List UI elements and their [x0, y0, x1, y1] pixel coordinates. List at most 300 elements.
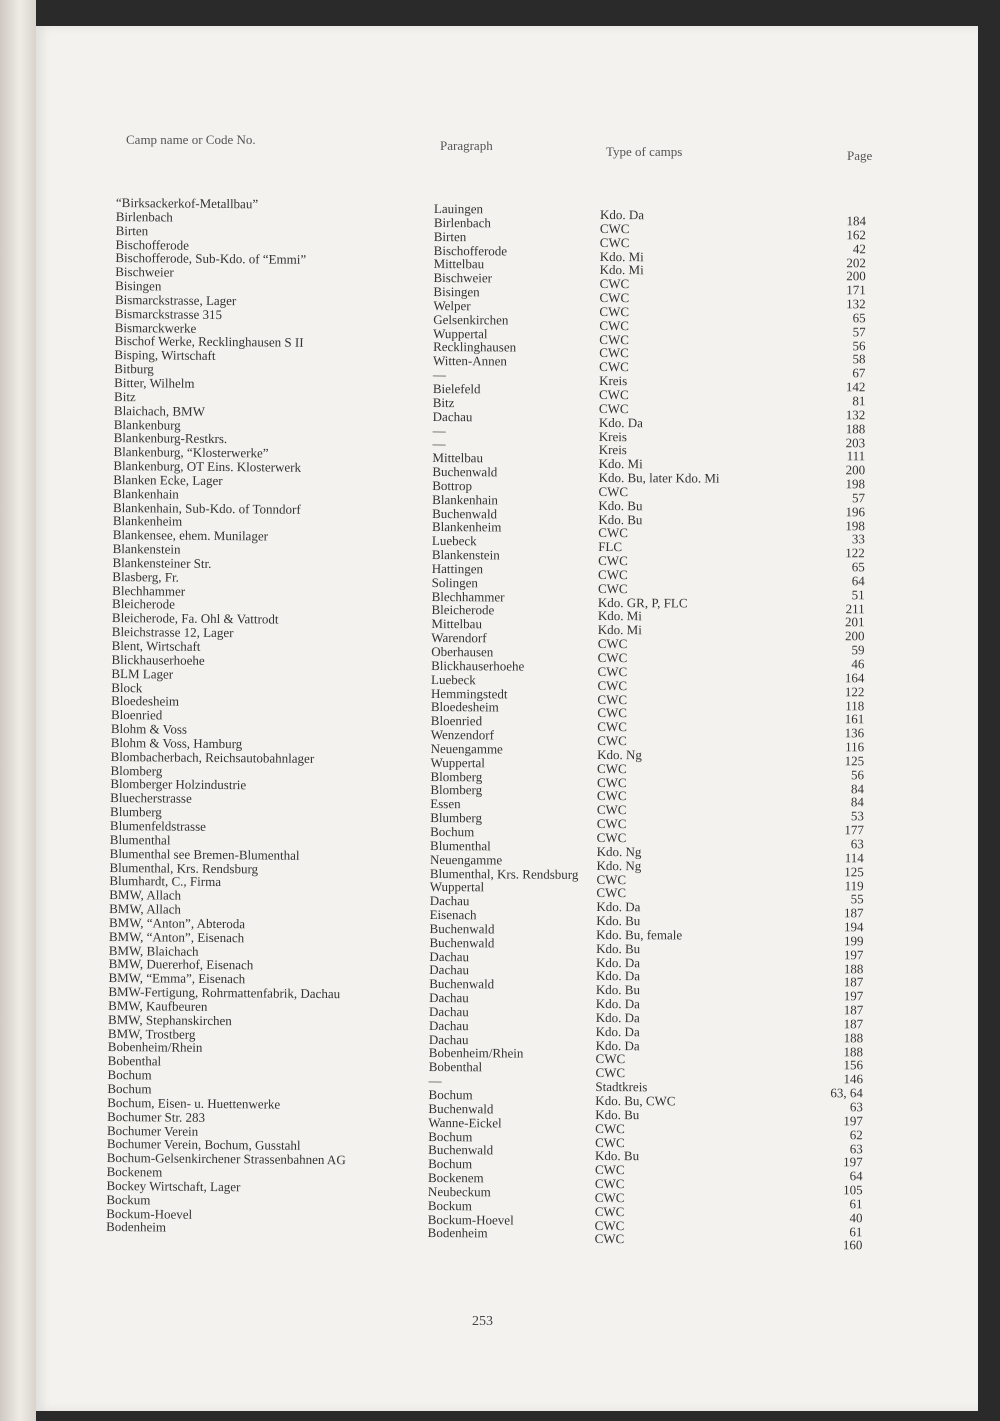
camp-name-entry: BLM Lager — [111, 665, 174, 682]
paragraph-entry: — — [432, 367, 446, 383]
camp-type-entry: Kdo. Da — [595, 1009, 640, 1026]
camp-type-entry: Kdo. Bu — [596, 940, 641, 956]
paragraph-entry: Blumberg — [430, 810, 483, 826]
camp-name-entry: Birten — [115, 222, 149, 238]
page-ref-entry: 56 — [851, 767, 865, 783]
camp-type-entry: CWC — [594, 1189, 625, 1206]
paragraph-entry: Dachau — [429, 1003, 469, 1020]
paragraph-entry: Dachau — [428, 1031, 469, 1047]
camp-name-entry: BMW, Blaichach — [108, 942, 199, 959]
camp-type-entry: CWC — [599, 359, 629, 375]
page-ref-entry: 203 — [845, 434, 866, 450]
page-ref-entry: 200 — [845, 462, 866, 478]
page-ref-entry: 62 — [849, 1126, 863, 1142]
page-ref-entry: 200 — [845, 628, 865, 644]
paragraph-entry: Bischweier — [433, 270, 493, 286]
camp-type-entry: CWC — [594, 1176, 625, 1192]
paragraph-entry: Eisenach — [429, 907, 477, 923]
page-ref-entry: 199 — [843, 933, 864, 949]
page-ref-entry: 136 — [844, 725, 865, 741]
paragraph-entry: Mittelbau — [432, 450, 484, 466]
paragraph-entry: Neuengamme — [429, 851, 503, 868]
page-ref-entry: 188 — [843, 1043, 864, 1059]
paragraph-entry: Recklinghausen — [433, 339, 517, 355]
page-ref-entry: 164 — [844, 670, 865, 686]
camp-name-entry: Bisping, Wirtschaft — [114, 347, 216, 364]
camp-name-entry: Bochum, Eisen- u. Huettenwerke — [107, 1094, 281, 1112]
page-ref-entry: 116 — [845, 739, 865, 755]
paragraph-entry: Blankenhain — [432, 491, 498, 508]
camp-name-entry: Bismarckstrasse 315 — [114, 305, 223, 322]
page-ref-entry: 177 — [844, 822, 864, 838]
page-ref-entry: 67 — [852, 365, 866, 381]
paragraph-entry: Buchenwald — [432, 505, 498, 521]
page-ref-entry: 197 — [843, 1113, 863, 1129]
page-ref-entry: 197 — [843, 988, 864, 1004]
camp-type-entry: CWC — [595, 1051, 626, 1067]
camp-name-entry: BMW, Kaufbeuren — [108, 997, 208, 1014]
camp-name-entry: Blumenfeldstrasse — [109, 817, 207, 834]
camp-name-entry: Bloedesheim — [111, 693, 180, 710]
camp-type-entry: CWC — [594, 1203, 625, 1219]
page-ref-entry: 156 — [843, 1057, 864, 1073]
paragraph-entry: Wenzendorf — [430, 727, 494, 743]
page-ref-entry: 142 — [845, 379, 866, 395]
camp-name-entry: BMW, “Emma”, Eisenach — [108, 970, 246, 987]
paragraph-entry: Lauingen — [433, 201, 484, 217]
page-ref-entry: 122 — [845, 545, 865, 561]
page-ref-entry: 65 — [852, 310, 866, 326]
page-ref-entry: 198 — [845, 476, 866, 492]
page-ref-entry: 161 — [844, 711, 865, 727]
camp-name-entry: Blickhauserhoehe — [111, 651, 205, 668]
camp-type-entry: CWC — [597, 691, 628, 707]
camp-name-entry: Blomberg — [110, 762, 163, 779]
page-number-column — [772, 214, 866, 1253]
camp-type-entry: CWC — [599, 345, 629, 361]
camp-name-entry: Blaichach, BMW — [113, 402, 205, 419]
page-ref-entry: 132 — [845, 407, 866, 423]
camp-type-entry: CWC — [599, 220, 630, 236]
camp-type-entry: CWC — [598, 566, 628, 583]
page-ref-entry: 61 — [849, 1196, 863, 1212]
camp-type-entry: CWC — [599, 234, 630, 250]
camp-type-entry: Kdo. Mi — [598, 456, 643, 472]
page-ref-entry: 63, 64 — [830, 1085, 863, 1101]
page-ref-entry: 63 — [850, 836, 864, 852]
paragraph-entry: Dachau — [432, 408, 473, 424]
camp-name-entry: Blohm & Voss — [110, 721, 188, 737]
camp-type-entry: CWC — [595, 1134, 625, 1150]
paragraph-entry: Welper — [433, 297, 471, 314]
page-ref-entry: 184 — [846, 213, 867, 229]
camp-name-entry: Bochum — [107, 1080, 152, 1097]
paragraph-entry: Neuengamme — [430, 740, 503, 757]
page-ref-entry: 81 — [852, 393, 866, 409]
page-ref-entry: 64 — [849, 1168, 863, 1184]
camp-type-entry: Kdo. Bu — [595, 982, 641, 998]
camp-name-entry: Blankenheim — [112, 513, 183, 530]
camp-type-entry: Kdo. Da — [595, 968, 641, 984]
camp-name-entry: Bitz — [114, 388, 136, 405]
paragraph-entry: Hemmingstedt — [430, 685, 508, 701]
paragraph-entry: Bockum-Hoevel — [427, 1211, 514, 1228]
camp-name-entry: Blent, Wirtschaft — [111, 637, 201, 654]
page-ref-entry: 63 — [849, 1140, 863, 1156]
document-page — [36, 26, 978, 1411]
camp-name-entry: Bitburg — [114, 361, 154, 377]
paragraph-entry: Bockenem — [427, 1170, 484, 1186]
paragraph-entry: Bochum — [430, 823, 475, 840]
page-ref-entry: 42 — [852, 240, 866, 257]
page-ref-entry: 63 — [849, 1099, 863, 1115]
camp-name-entry: Bismarckstrasse, Lager — [114, 291, 237, 309]
paragraph-entry: Buchenwald — [429, 934, 495, 951]
paragraph-entry: Dachau — [429, 893, 470, 909]
page-ref-entry: 202 — [846, 254, 866, 270]
page-ref-entry: 132 — [846, 296, 866, 312]
paragraph-entry: Bochum — [428, 1128, 473, 1144]
camp-type-entry: CWC — [596, 816, 627, 832]
camp-type-entry: Kdo. Da — [599, 207, 645, 223]
paragraph-entry: Buchenwald — [428, 1142, 494, 1158]
page-ref-entry: 119 — [844, 877, 864, 893]
camp-name-entry: Blankensteiner Str. — [112, 554, 212, 571]
book-binding — [0, 0, 36, 1421]
camp-type-entry: Kdo. Mi — [597, 622, 642, 638]
paragraph-entry: Essen — [430, 796, 461, 812]
camp-name-entry: Bischweier — [115, 264, 174, 280]
paragraph-entry: — — [432, 436, 446, 452]
paragraph-entry: Buchenwald — [429, 920, 495, 937]
camp-name-entry: Bloenried — [110, 707, 163, 723]
camp-name-entry: Blankensee, ehem. Munilager — [112, 527, 269, 544]
camp-type-entry: CWC — [598, 386, 629, 403]
camp-name-entry: Bischofferode — [115, 236, 190, 253]
camp-type-entry: Kreis — [599, 373, 628, 389]
camp-name-entry: Blombacherbach, Reichsautobahnlager — [110, 748, 315, 766]
camp-type-entry: CWC — [597, 649, 628, 666]
page-ref-entry: 188 — [843, 960, 864, 976]
paragraph-entry: Luebeck — [431, 533, 477, 549]
page-ref-entry: 188 — [843, 1030, 864, 1046]
camp-type-entry: CWC — [595, 1065, 626, 1081]
page-ref-entry: 84 — [850, 794, 864, 810]
camp-type-entry: CWC — [599, 290, 630, 306]
page-ref-entry: 187 — [844, 905, 864, 921]
header-camp-name: Camp name or Code No. — [126, 132, 256, 147]
camp-type-entry: Kdo. Mi — [597, 608, 642, 624]
camp-type-entry: Kdo. Bu, later Kdo. Mi — [598, 470, 720, 486]
camp-type-entry: CWC — [597, 580, 628, 596]
camp-type-entry: CWC — [597, 760, 627, 776]
camp-name-entry: Blomberger Holzindustrie — [110, 776, 247, 793]
page-ref-entry: 56 — [852, 337, 866, 353]
paragraph-entry: Wanne-Eickel — [428, 1114, 502, 1131]
camp-type-entry: Kdo. Da — [595, 1023, 640, 1040]
camp-type-entry: Kdo. Bu, CWC — [595, 1092, 676, 1109]
camp-type-entry: CWC — [599, 317, 630, 333]
camp-name-entry: Bisingen — [115, 278, 162, 294]
camp-type-entry: Kreis — [598, 428, 628, 444]
camp-name-entry: Bochum — [107, 1067, 152, 1083]
folio-page-number: 253 — [472, 1314, 493, 1329]
camp-name-entry: Blankenhain — [113, 485, 179, 502]
camp-type-entry: Kdo. Ng — [596, 857, 642, 873]
paragraph-entry: Birlenbach — [433, 214, 491, 231]
page-ref-entry: 51 — [851, 587, 865, 603]
camp-name-entry: Blanken Ecke, Lager — [113, 471, 223, 488]
camp-name-entry: BMW, “Anton”, Eisenach — [108, 928, 245, 945]
camp-type-entry: CWC — [596, 802, 627, 818]
paragraph-entry: Wuppertal — [430, 754, 485, 771]
camp-type-entry: CWC — [595, 1120, 625, 1136]
page-ref-entry: 64 — [851, 573, 865, 589]
page-ref-entry: 187 — [843, 1016, 864, 1032]
page-ref-entry: 160 — [842, 1237, 863, 1253]
paragraph-entry: Blechhammer — [431, 588, 505, 605]
camp-type-entry: CWC — [597, 719, 627, 735]
paragraph-column — [428, 202, 604, 1241]
camp-name-entry: Block — [111, 679, 143, 695]
paragraph-entry: Bochum — [428, 1086, 473, 1103]
camp-name-entry: Birlenbach — [115, 208, 173, 225]
camp-type-entry: Kdo. Bu, female — [596, 926, 683, 943]
paragraph-entry: — — [432, 422, 446, 438]
camp-type-entry: Kdo. Bu — [596, 913, 641, 929]
camp-type-entry: Kdo. Da — [596, 954, 641, 970]
paragraph-entry: Wuppertal — [433, 325, 488, 341]
page-ref-entry: 188 — [845, 420, 866, 436]
camp-name-entry: Bleicherode, Fa. Ohl & Vattrodt — [111, 610, 279, 627]
camp-name-entry: Bochum-Gelsenkirchener Strassenbahnen AG — [106, 1150, 346, 1168]
paragraph-entry: Neubeckum — [427, 1183, 491, 1200]
paragraph-entry: Luebeck — [431, 671, 476, 687]
camp-name-entry: “Birksackerkof-Metallbau” — [115, 195, 259, 212]
page-ref-entry: 125 — [844, 753, 865, 769]
paragraph-entry: Dachau — [429, 990, 469, 1006]
camp-name-entry: Blohm & Voss, Hamburg — [110, 734, 243, 752]
page-ref-entry: 201 — [845, 614, 865, 630]
camp-type-entry: CWC — [599, 331, 629, 347]
camp-name-entry: Blankenburg-Restkrs. — [113, 430, 228, 447]
paragraph-entry: Bottrop — [432, 477, 473, 494]
camp-name-column — [106, 196, 436, 1237]
page-ref-entry: 197 — [843, 1154, 863, 1170]
paragraph-entry: Bobenthal — [428, 1059, 483, 1075]
paragraph-entry: Blumenthal — [430, 837, 491, 854]
camp-type-entry: Kdo. Da — [595, 1037, 640, 1053]
paragraph-entry: Mittelbau — [431, 616, 483, 632]
camp-name-entry: Bischof Werke, Recklinghausen S II — [114, 333, 304, 351]
paragraph-entry: Bleicherode — [431, 602, 495, 618]
header-page: Page — [847, 148, 873, 163]
page-ref-entry: 40 — [849, 1210, 863, 1226]
camp-name-entry: Blankenstein — [112, 541, 181, 557]
camp-name-entry: Blankenhain, Sub-Kdo. of Tonndorf — [112, 499, 301, 517]
camp-name-entry: Blasberg, Fr. — [112, 568, 179, 585]
paragraph-entry: Birten — [433, 228, 467, 244]
page-ref-entry: 194 — [843, 919, 864, 935]
page-ref-entry: 197 — [843, 946, 864, 963]
camp-name-entry: Blankenburg — [113, 416, 181, 433]
camp-type-entry: CWC — [596, 885, 627, 901]
page-ref-entry: 59 — [851, 642, 865, 658]
camp-type-entry: Kdo. Da — [595, 996, 640, 1012]
paragraph-entry: Witten-Annen — [432, 353, 507, 369]
camp-name-entry: Bockey Wirtschaft, Lager — [106, 1177, 241, 1195]
camp-name-entry: Blankenburg, “Klosterwerke” — [113, 444, 269, 461]
page-ref-entry: 58 — [852, 351, 866, 367]
camp-type-entry: Kdo. Mi — [599, 262, 644, 278]
paragraph-entry: — — [428, 1073, 442, 1089]
camp-name-entry: BMW, Stephanskirchen — [108, 1011, 232, 1028]
camp-name-entry: Bodenheim — [106, 1219, 167, 1235]
camp-name-entry: BMW, Duererhof, Eisenach — [108, 956, 254, 973]
page-ref-entry: 198 — [845, 517, 865, 533]
header-type-of-camps: Type of camps — [606, 144, 683, 159]
page-ref-entry: 122 — [844, 683, 865, 699]
paragraph-entry: Buchenwald — [429, 976, 495, 992]
paragraph-entry: Dachau — [429, 948, 470, 964]
paragraph-entry: Solingen — [431, 574, 478, 591]
page-ref-entry: 171 — [846, 282, 866, 298]
camp-type-entry: Kdo. Bu — [598, 497, 643, 513]
paragraph-entry: Blankenstein — [431, 547, 500, 563]
camp-name-entry: Blumenthal — [109, 831, 171, 848]
camp-name-entry: BMW, Allach — [109, 887, 182, 903]
paragraph-entry: Mittelbau — [433, 256, 485, 272]
page-ref-entry: 111 — [846, 448, 866, 464]
paragraph-entry: Bobenheim/Rhein — [428, 1045, 524, 1062]
paragraph-entry: Bisingen — [433, 284, 480, 300]
paragraph-entry: Blickhauserhoehe — [431, 657, 525, 674]
camp-type-entry: CWC — [597, 733, 627, 749]
camp-type-entry: CWC — [597, 677, 628, 693]
camp-name-entry: Blumberg — [110, 804, 162, 820]
camp-name-entry: Bochumer Verein — [106, 1122, 199, 1139]
camp-name-entry: BMW, Trostberg — [107, 1025, 196, 1042]
page-ref-entry: 187 — [843, 974, 864, 990]
paragraph-entry: Gelsenkirchen — [433, 311, 509, 328]
camp-name-entry: Bobenthal — [107, 1053, 162, 1069]
camp-type-entry: Kdo. Da — [596, 899, 641, 915]
page-ref-entry: 211 — [845, 600, 865, 616]
page-ref-entry: 196 — [845, 503, 865, 520]
camp-type-entry: Kdo. Da — [598, 414, 643, 430]
paragraph-entry: Bochum — [428, 1156, 473, 1172]
paragraph-entry: Blankenheim — [431, 519, 502, 535]
camp-type-entry: CWC — [596, 829, 627, 846]
camp-name-entry: BMW, Allach — [109, 900, 181, 917]
camp-name-entry: Bockenem — [106, 1164, 163, 1180]
camp-name-entry: BMW-Fertigung, Rohrmattenfabrik, Dachau — [108, 984, 341, 1002]
camp-type-entry: Stadtkreis — [595, 1079, 648, 1095]
paragraph-entry: Warendorf — [431, 630, 487, 646]
camp-type-entry: Kdo. Mi — [599, 248, 644, 264]
page-ref-entry: 105 — [843, 1182, 863, 1198]
camp-name-entry: Bockum — [106, 1191, 151, 1208]
page-ref-entry: 200 — [846, 268, 866, 284]
camp-name-entry: BMW, “Anton”, Abteroda — [108, 914, 246, 932]
camp-name-entry: Blumhardt, C., Firma — [109, 873, 222, 890]
camp-name-entry: Bleicherode — [112, 596, 175, 613]
type-column — [595, 208, 790, 1247]
camp-name-entry: Blechhammer — [112, 582, 186, 599]
camp-name-entry: Bochumer Str. 283 — [107, 1108, 206, 1125]
paragraph-entry: Bielefeld — [432, 380, 481, 397]
camp-name-entry: Bitter, Wilhelm — [114, 374, 195, 391]
camp-type-entry: CWC — [598, 483, 629, 500]
camp-type-entry: Kdo. Ng — [596, 843, 642, 860]
paragraph-entry: Blomberg — [430, 782, 483, 798]
paragraph-entry: Bloedesheim — [430, 699, 499, 715]
page-ref-entry: 65 — [851, 559, 865, 575]
paragraph-entry: Blumenthal, Krs. Rendsburg — [429, 865, 579, 882]
camp-type-entry: CWC — [596, 871, 627, 887]
page-ref-entry: 33 — [851, 531, 865, 547]
paragraph-entry: Oberhausen — [431, 643, 494, 660]
camp-type-entry: CWC — [598, 525, 628, 541]
camp-type-entry: CWC — [598, 400, 629, 416]
camp-type-entry: Kdo. Bu — [598, 511, 643, 527]
camp-name-entry: Blumenthal, Krs. Rendsburg — [109, 859, 259, 876]
camp-name-entry: Bismarckwerke — [114, 319, 197, 336]
camp-type-entry: CWC — [596, 774, 627, 790]
paragraph-entry: Hattingen — [431, 560, 484, 577]
page-ref-entry: 61 — [849, 1223, 863, 1239]
paragraph-entry: Bischofferode — [433, 242, 508, 258]
camp-name-entry: Bischofferode, Sub-Kdo. of “Emmi” — [115, 250, 307, 268]
camp-name-entry: Bockum-Hoevel — [106, 1205, 193, 1222]
page-ref-entry: 55 — [850, 891, 864, 907]
paragraph-entry: Blomberg — [430, 768, 483, 784]
camp-name-entry: Bobenheim/Rhein — [107, 1039, 203, 1056]
camp-type-entry: CWC — [597, 663, 628, 679]
page-ref-entry: 146 — [843, 1071, 864, 1087]
camp-type-entry: CWC — [594, 1231, 625, 1247]
camp-name-entry: Bochumer Verein, Bochum, Gusstahl — [106, 1136, 301, 1154]
paragraph-entry: Wuppertal — [429, 879, 485, 895]
page-ref-entry: 187 — [843, 1002, 864, 1018]
page-ref-entry: 46 — [851, 656, 865, 672]
page-ref-entry: 84 — [850, 780, 865, 796]
paragraph-entry: Bloenried — [430, 713, 483, 729]
paragraph-entry: Buchenwald — [428, 1100, 494, 1117]
paragraph-entry: Buchenwald — [432, 464, 498, 480]
camp-type-entry: CWC — [594, 1217, 625, 1233]
camp-name-entry: Blumenthal see Bremen-Blumenthal — [109, 845, 300, 863]
camp-type-entry: FLC — [598, 539, 623, 555]
camp-type-entry: Kdo. GR, P, FLC — [597, 594, 688, 611]
camp-name-entry: Bleichstrasse 12, Lager — [111, 624, 234, 641]
page-ref-entry: 53 — [850, 808, 864, 824]
paragraph-entry: Dachau — [428, 1017, 469, 1034]
camp-type-entry: CWC — [594, 1162, 625, 1178]
camp-type-entry: CWC — [599, 276, 630, 292]
camp-type-entry: Kdo. Ng — [597, 746, 642, 763]
camp-name-entry: Bluecherstrasse — [110, 790, 192, 807]
page-ref-entry: 125 — [844, 863, 864, 879]
paragraph-entry: Bodenheim — [427, 1225, 488, 1241]
header-paragraph: Paragraph — [440, 138, 493, 153]
paragraph-entry: Bitz — [432, 394, 455, 410]
paragraph-entry: Bockum — [427, 1197, 472, 1214]
camp-type-entry: CWC — [598, 553, 628, 569]
camp-type-entry: CWC — [597, 705, 628, 721]
camp-type-entry: Kdo. Bu — [595, 1106, 640, 1123]
page-ref-entry: 114 — [844, 850, 864, 866]
